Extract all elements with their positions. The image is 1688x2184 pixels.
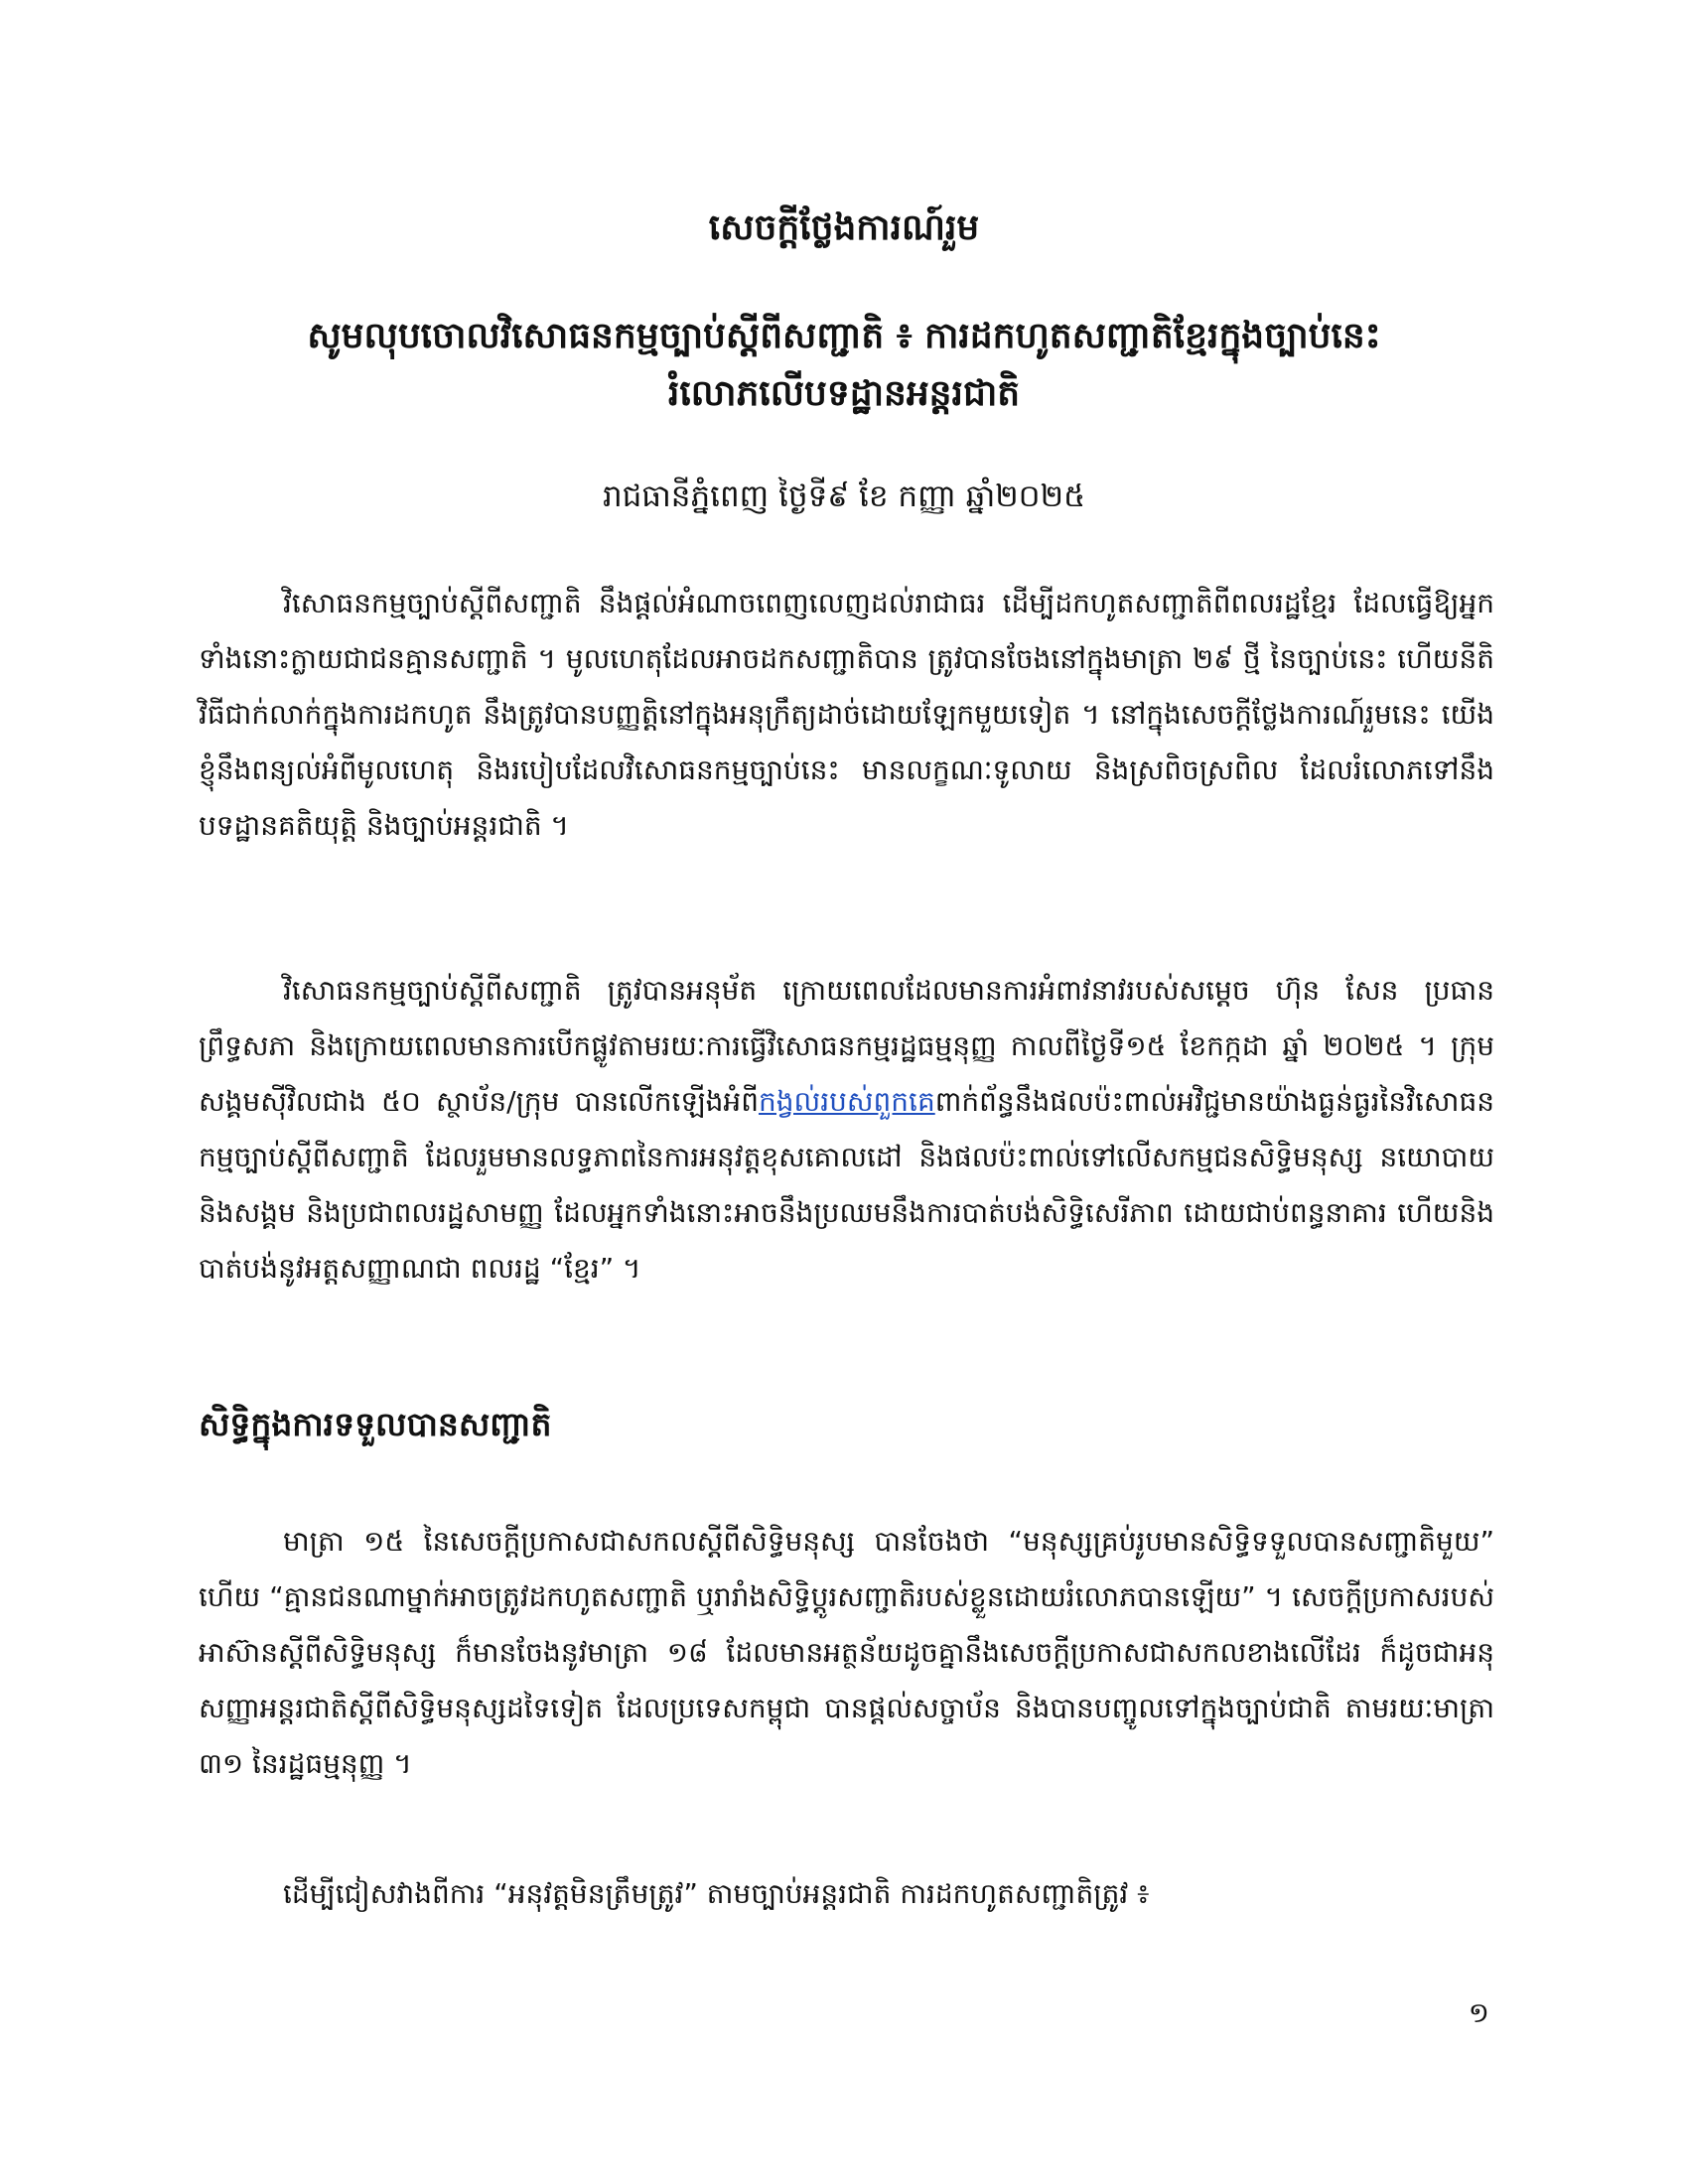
dateline: រាជធានីភ្នំពេញ ថ្ងៃទី៩ ខែ កញ្ញា ឆ្នាំ២០២៥ <box>602 478 1086 514</box>
section-heading: សិទ្ធិក្នុងការទទួលបានសញ្ជាតិ <box>199 1405 552 1443</box>
paragraph-background-text-start: វិសោធនកម្មច្បាប់ស្តីពីសញ្ជាតិ ត្រូវបានអនុម័ត ក្រោយពេលដែលមានការអំពាវនាវរបស់សម្តេច ហ៊ុន សែន ប្រធានព្រឹទ្ធសភា និងក្រោយពេលមានការបើកផ្លូវតាមរយៈការធ្វើវិសោធនកម្មរដ្ឋធម្មនុញ្ញ កាលពីថ្ងៃទី១៥ ខែកក្កដា ឆ្នាំ ២០២៥ ។ ក្រុមសង្គមស៊ីវិលជាង ៥០ ស្ថាប័ន/ក្រុម បានលើកឡើងអំពី <box>199 974 1494 1118</box>
title-line-1: សូមលុបចោលវិសោធនកម្មច្បាប់ស្តីពីសញ្ជាតិ ៖ ការដកហូតសញ្ជាតិខ្មែរក្នុងច្បាប់នេះ <box>307 316 1381 356</box>
title-line-2: រំលោភលើបទដ្ឋានអន្តរជាតិ <box>667 373 1021 414</box>
paragraph-background-text-end: ពាក់ព័ន្ធនឹងផលប៉ះពាល់អវិជ្ជមានយ៉ាងធ្ងន់ធ្ងរនៃវិសោធនកម្មច្បាប់ស្តីពីសញ្ជាតិ ដែលរួមមានលទ្ធភាពនៃការអនុវត្តខុសគោលដៅ និងផលប៉ះពាល់ទៅលើសកម្មជនសិទ្ធិមនុស្ស នយោបាយនិងសង្គម និងប្រជាពលរដ្ឋសាមញ្ញ ដែលអ្នកទាំងនោះអាចនឹងប្រឈមនឹងការបាត់បង់សិទ្ធិសេរីភាព ដោយជាប់ពន្ធនាគារ ហើយនិងបាត់បង់នូវអត្តសញ្ញាណជា ពលរដ្ឋ “ខ្មែរ” ។ <box>199 1085 1494 1285</box>
paragraph-intro: វិសោធនកម្មច្បាប់ស្តីពីសញ្ជាតិ នឹងផ្តល់អំណាចពេញលេញដល់រាជាធរ ដើម្បីដកហូតសញ្ជាតិពីពលរដ្ឋខ្មែរ ដែលធ្វើឱ្យអ្នកទាំងនោះក្លាយជាជនគ្មានសញ្ជាតិ ។ មូលហេតុដែលអាចដកសញ្ជាតិបាន ត្រូវបានចែងនៅក្នុងមាត្រា ២៩ ថ្មី នៃច្បាប់នេះ ហើយនីតិវិធីជាក់លាក់ក្នុងការដកហូត នឹងត្រូវបានបញ្ញត្តិនៅក្នុងអនុក្រឹត្យដាច់ដោយឡែកមួយទៀត ។ នៅក្នុងសេចក្តីថ្លែងការណ៍រួមនេះ យើងខ្ញុំនឹងពន្យល់អំពីមូលហេតុ និងរបៀបដែលវិសោធនកម្មច្បាប់នេះ មានលក្ខណៈទូលាយ និងស្រពិចស្រពិល ដែលរំលោភទៅនឹងបទដ្ឋានគតិយុត្តិ និងច្បាប់អន្តរជាតិ ។ <box>199 587 1494 842</box>
document-label: សេចក្តីថ្លែងការណ៍រួម <box>708 207 980 248</box>
paragraph-right-to-nationality: មាត្រា ១៥ នៃសេចក្តីប្រកាសជាសកលស្តីពីសិទ្ធិមនុស្ស បានចែងថា “មនុស្សគ្រប់រូបមានសិទ្ធិទទួលបានសញ្ជាតិមួយ” ហើយ “គ្មានជនណាម្នាក់អាចត្រូវដកហូតសញ្ជាតិ ឬរារាំងសិទ្ធិប្តូរសញ្ជាតិរបស់ខ្លួនដោយរំលោភបានឡើយ” ។ សេចក្តីប្រកាសរបស់អាស៊ានស្តីពីសិទ្ធិមនុស្ស ក៏មានចែងនូវមាត្រា ១៨ ដែលមានអត្ថន័យដូចគ្នានឹងសេចក្តីប្រកាសជាសកលខាងលើដែរ ក៏ដូចជាអនុសញ្ញាអន្តរជាតិស្តីពីសិទ្ធិមនុស្សដទៃទៀត ដែលប្រទេសកម្ពុជា បានផ្តល់សច្ចាប័ន និងបានបញ្ចូលទៅក្នុងច្បាប់ជាតិ តាមរយៈមាត្រា ៣១ នៃរដ្ឋធម្មនុញ្ញ ។ <box>199 1525 1494 1780</box>
page-number: ១ <box>1468 1996 1489 2029</box>
document-title <box>199 308 1489 423</box>
concerns-link[interactable]: កង្វល់របស់ពួកគេ <box>758 1085 935 1118</box>
paragraph-background <box>199 963 1494 1297</box>
paragraph-avoid-misuse: ដើម្បីជៀសវាងពីការ “អនុវត្តមិនត្រឹមត្រូវ” តាមច្បាប់អន្តរជាតិ ការដកហូតសញ្ជាតិត្រូវ ៖ <box>283 1877 1150 1910</box>
